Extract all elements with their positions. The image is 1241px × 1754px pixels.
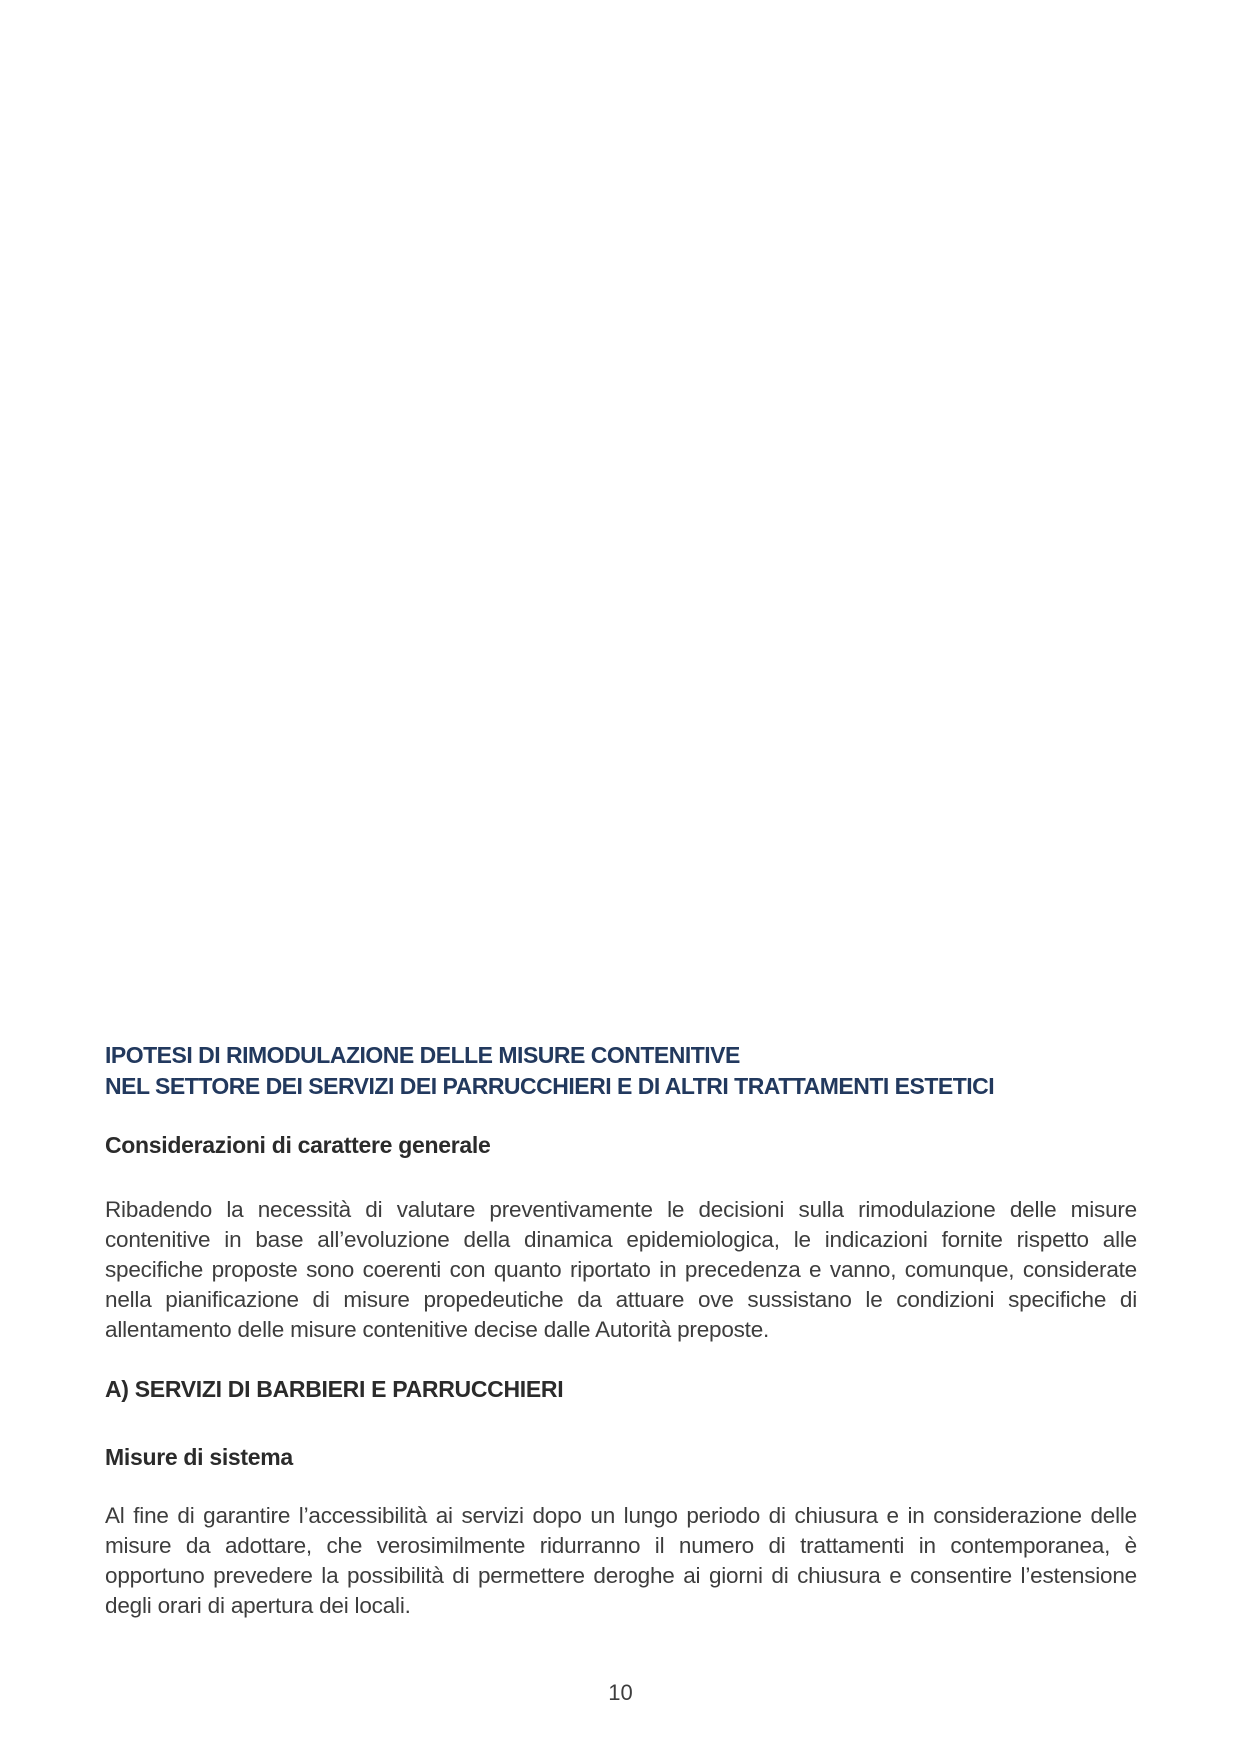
- heading-considerazioni-generali: Considerazioni di carattere generale: [105, 1132, 491, 1158]
- paragraph-misure-di-sistema: Al fine di garantire l’accessibilità ai servizi dopo un lungo periodo di chiusura e in considerazione delle misure da adottare, che verosimilmente ridurranno il numero di trattamenti in contemporanea, è opportuno prevedere la possibilità di permettere deroghe ai giorni di chiusura e consentire l’estensione degli orari di apertura dei locali.: [105, 1503, 1137, 1618]
- document-title-line-2: NEL SETTORE DEI SERVIZI DEI PARRUCCHIERI E DI ALTRI TRATTAMENTI ESTETICI: [105, 1073, 995, 1099]
- page-content: [105, 1040, 1137, 1621]
- heading-servizi-barbieri-parrucchieri: A) SERVIZI DI BARBIERI E PARRUCCHIERI: [105, 1376, 564, 1402]
- document-title-line-1: IPOTESI DI RIMODULAZIONE DELLE MISURE CONTENITIVE: [105, 1042, 740, 1068]
- heading-misure-di-sistema: Misure di sistema: [105, 1444, 293, 1470]
- page-number: 10: [608, 1680, 633, 1705]
- document-title: [105, 1040, 1137, 1102]
- paragraph-considerazioni-generali: Ribadendo la necessità di valutare preventivamente le decisioni sulla rimodulazione delle misure contenitive in base all’evoluzione della dinamica epidemiologica, le indicazioni fornite rispetto alle specifiche proposte sono coerenti con quanto riportato in precedenza e vanno, comunque, considerate nella pianificazione di misure propedeutiche da attuare ove sussistano le condizioni specifiche di allentamento delle misure contenitive decise dalle Autorità preposte.: [105, 1197, 1137, 1342]
